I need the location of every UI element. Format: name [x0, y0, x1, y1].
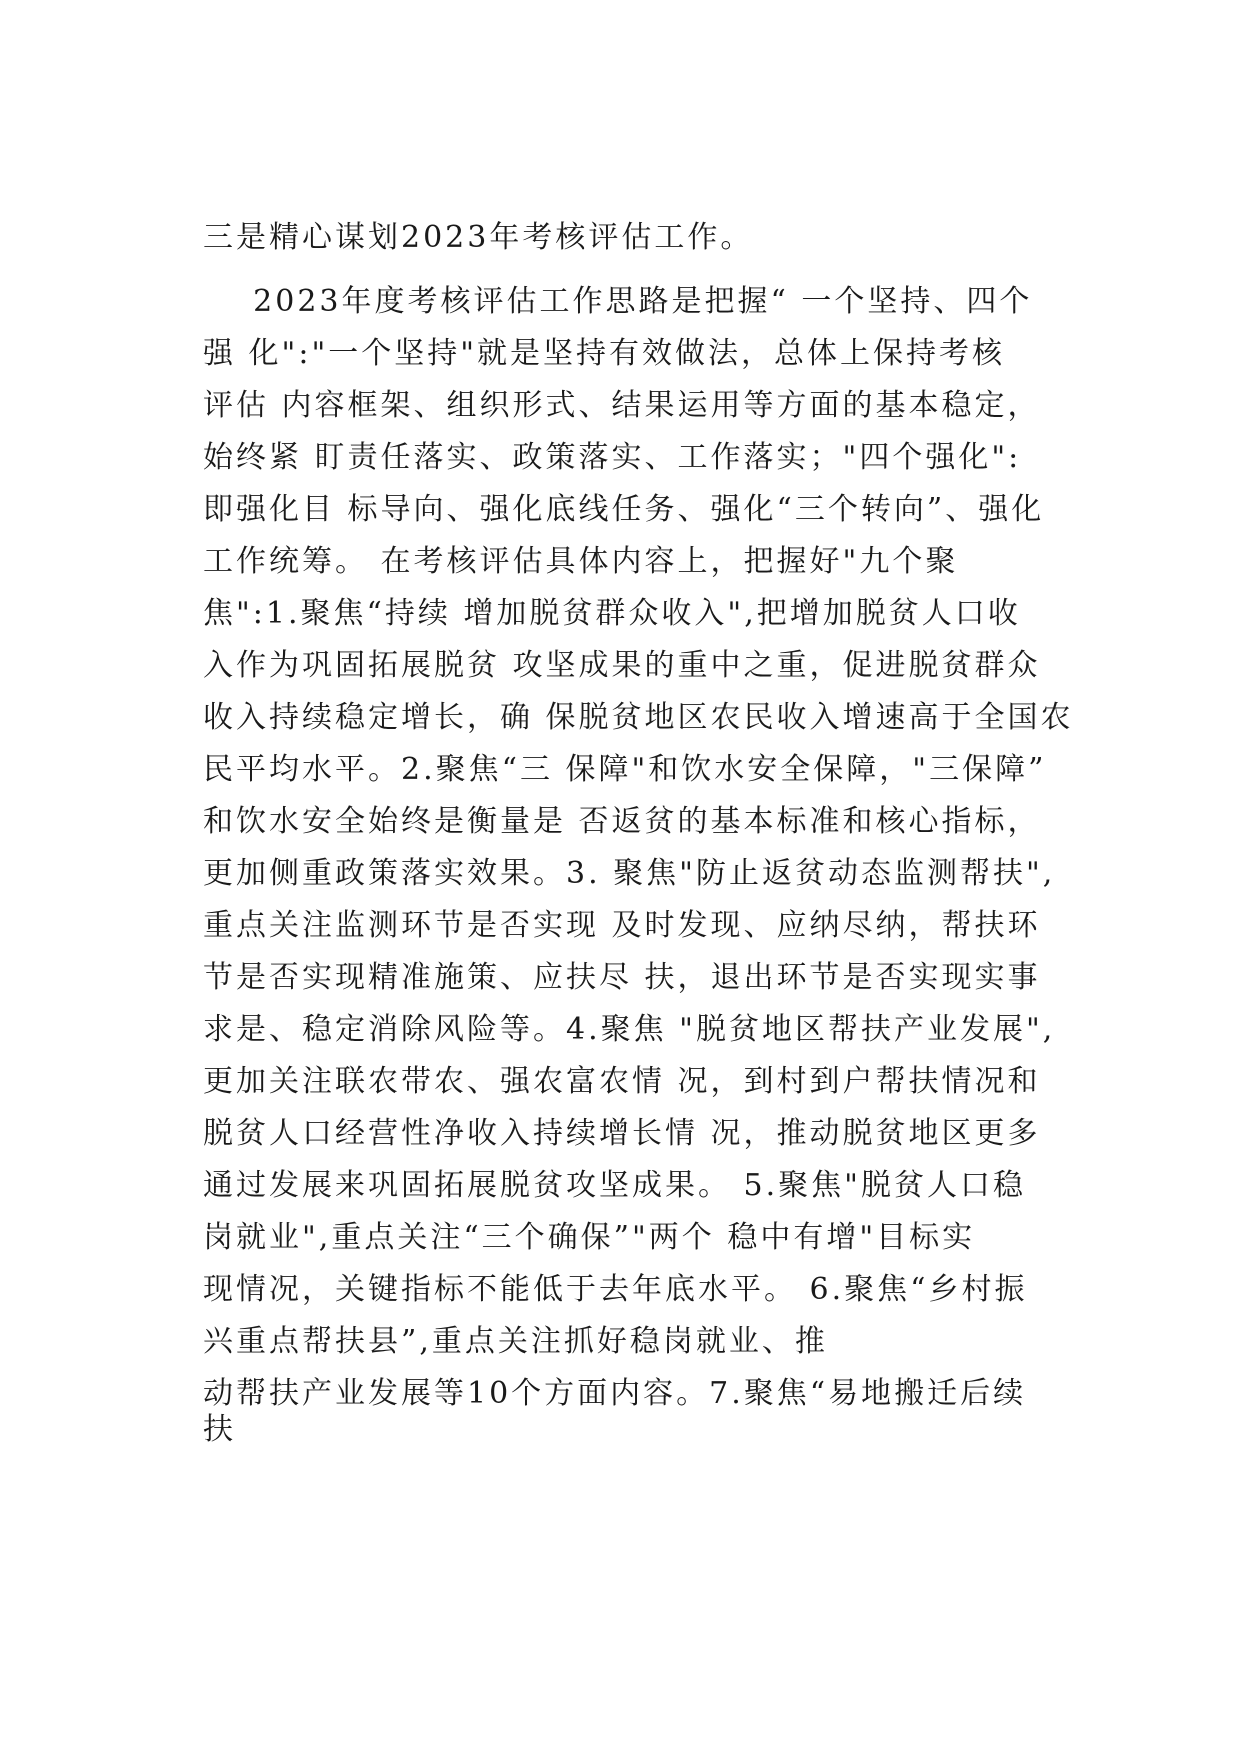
- text-line: 民平均水平。2.聚焦“三 保障"和饮水安全保障，"三保障”: [203, 752, 1047, 787]
- text-line: 更加侧重政策落实效果。3. 聚焦"防止返贫动态监测帮扶",: [203, 856, 1056, 891]
- text-line: 即强化目 标导向、强化底线任务、强化“三个转向”、强化: [203, 492, 1045, 527]
- text-line: 和饮水安全始终是衡量是 否返贫的基本标准和核心指标，: [203, 804, 1041, 839]
- text-line: 求是、稳定消除风险等。4.聚焦 "脱贫地区帮扶产业发展",: [203, 1012, 1056, 1047]
- text-line: 焦":1.聚焦“持续 增加脱贫群众收入",把增加脱贫人口收: [203, 596, 1021, 631]
- text-line: 节是否实现精准施策、应扶尽 扶，退出环节是否实现实事: [203, 960, 1041, 995]
- text-line: 始终紧 盯责任落实、政策落实、工作落实；"四个强化":: [203, 440, 1022, 475]
- text-line: 扶: [203, 1412, 236, 1447]
- text-line: 收入持续稳定增长，确 保脱贫地区农民收入增速高于全国农: [203, 700, 1074, 735]
- text-line: 三是精心谋划2023年考核评估工作。: [203, 220, 754, 255]
- text-line: 动帮扶产业发展等10个方面内容。7.聚焦“易地搬迁后续: [203, 1376, 1027, 1411]
- text-line: 兴重点帮扶县”,重点关注抓好稳岗就业、推: [203, 1324, 828, 1359]
- text-line: 工作统筹。 在考核评估具体内容上，把握好"九个聚: [203, 544, 959, 579]
- text-line: 评估 内容框架、组织形式、结果运用等方面的基本稳定，: [203, 388, 1041, 423]
- text-line: 入作为巩固拓展脱贫 攻坚成果的重中之重，促进脱贫群众: [203, 648, 1041, 683]
- text-line: 强 化":"一个坚持"就是坚持有效做法，总体上保持考核: [203, 336, 1006, 371]
- text-line: 重点关注监测环节是否实现 及时发现、应纳尽纳，帮扶环: [203, 908, 1041, 943]
- text-line: 岗就业",重点关注“三个确保”"两个 稳中有增"目标实: [203, 1220, 976, 1255]
- text-line: 2023年度考核评估工作思路是把握“ 一个坚持、四个: [203, 284, 1033, 319]
- text-line: 现情况，关键指标不能低于去年底水平。 6.聚焦“乡村振: [203, 1272, 1028, 1307]
- text-line: 脱贫人口经营性净收入持续增长情 况，推动脱贫地区更多: [203, 1116, 1041, 1151]
- text-line: 更加关注联农带农、强农富农情 况，到村到户帮扶情况和: [203, 1064, 1041, 1099]
- text-line: 通过发展来巩固拓展脱贫攻坚成果。 5.聚焦"脱贫人口稳: [203, 1168, 1026, 1203]
